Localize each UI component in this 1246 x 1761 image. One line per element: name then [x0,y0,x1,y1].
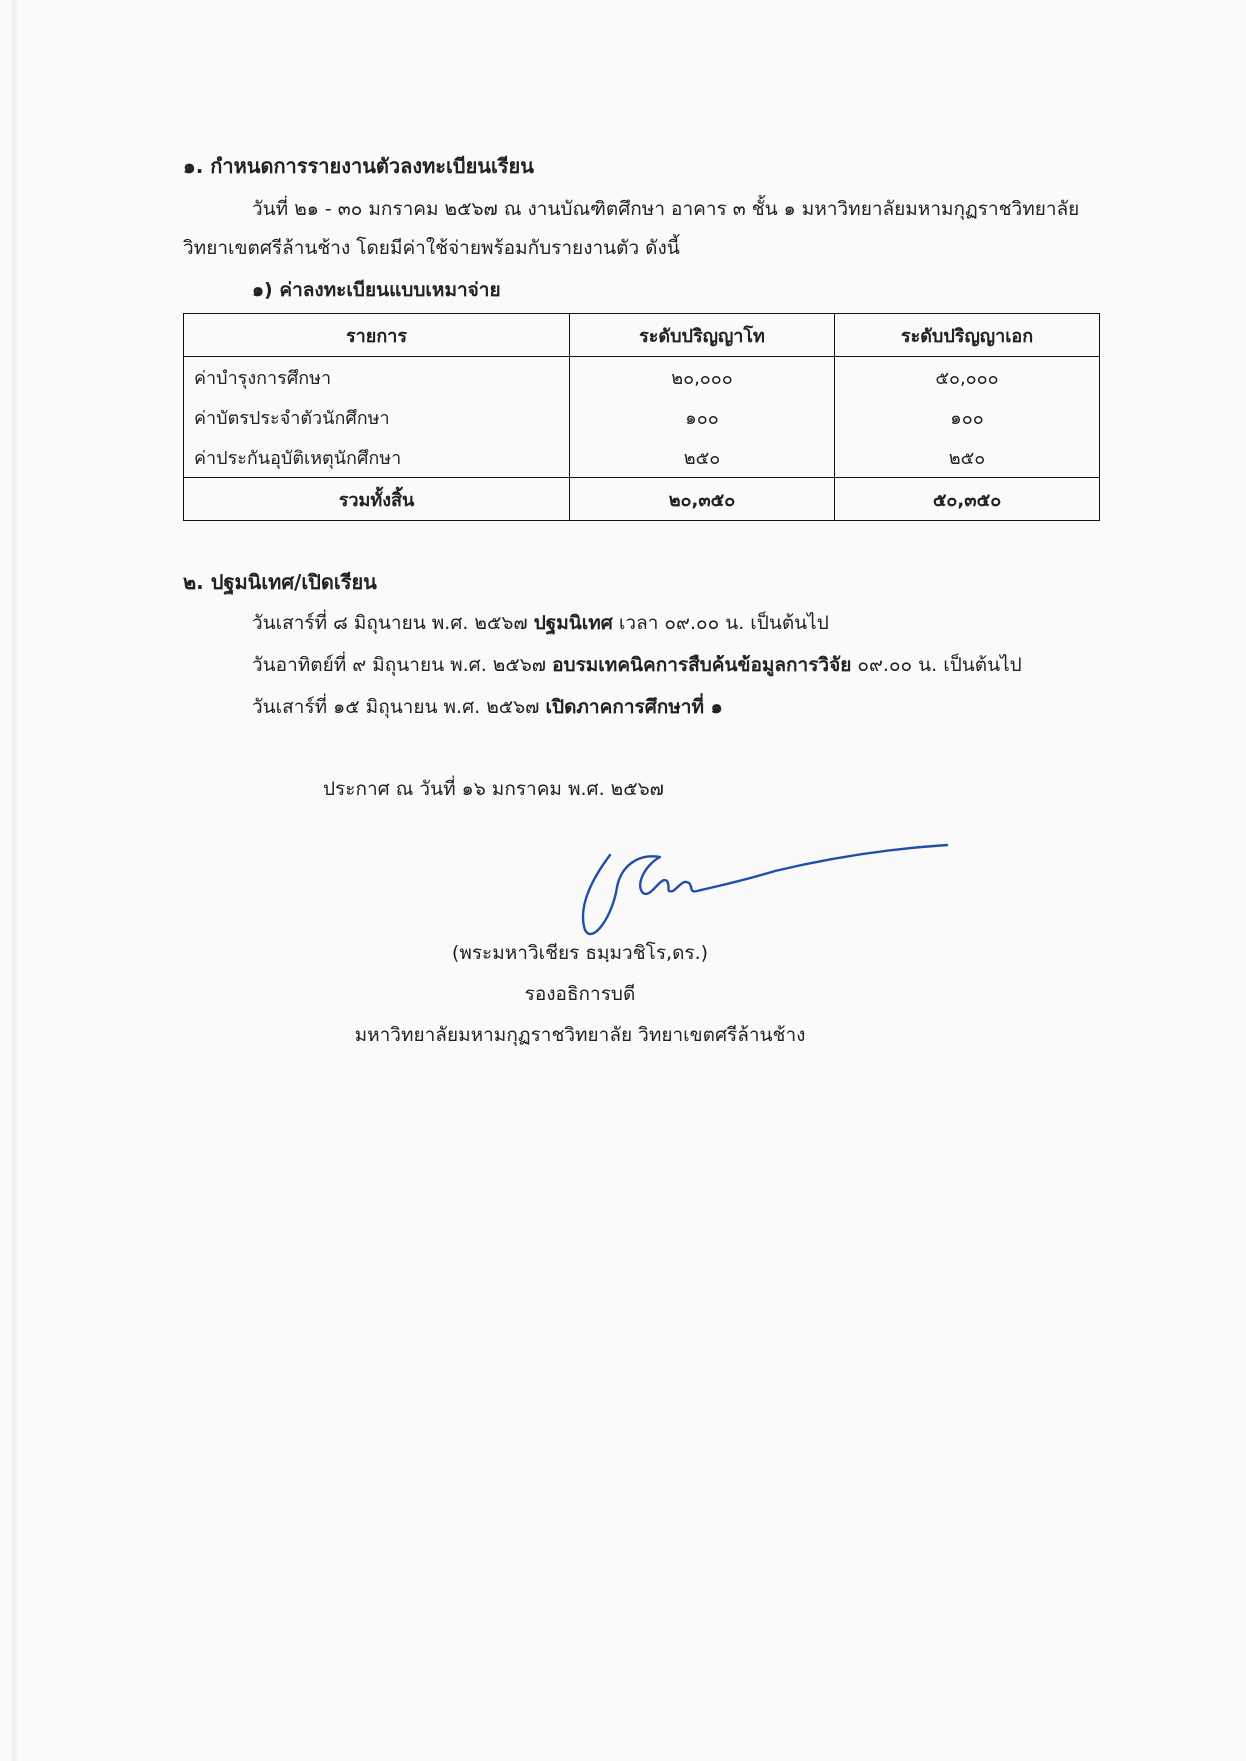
total-master-amount: ๒๐,๓๕๐ [570,478,835,521]
table-row [184,357,1100,398]
schedule-line [252,651,1022,679]
fee-master-amount: ๒๕๐ [570,437,835,478]
schedule-event: ปฐมนิเทศ [533,612,613,634]
signer-title: รองอธิการบดี [524,983,636,1005]
fee-master-amount: ๑๐๐ [570,397,835,437]
column-header-item: รายการ [184,314,570,357]
schedule-date: วันเสาร์ที่ ๑๕ มิถุนายน พ.ศ. ๒๕๖๗ [252,696,546,718]
schedule-time: เวลา ๐๙.๐๐ น. เป็นต้นไป [612,612,829,634]
section1-heading: ๑. กำหนดการรายงานตัวลงทะเบียนเรียน [183,154,534,178]
section1-line2: วิทยาเขตศรีล้านช้าง โดยมีค่าใช้จ่ายพร้อมกับรายงานตัว ดังนี้ [183,237,680,259]
fee-item-name: ค่าบำรุงการศึกษา [184,357,570,398]
fee-phd-amount: ๑๐๐ [835,397,1100,437]
signature-graphic [565,835,955,955]
schedule-date: วันอาทิตย์ที่ ๙ มิถุนายน พ.ศ. ๒๕๖๗ [252,654,553,676]
column-header-phd: ระดับปริญญาเอก [835,314,1100,357]
section1-line1: วันที่ ๒๑ - ๓๐ มกราคม ๒๕๖๗ ณ งานบัณฑิตศึกษา อาคาร ๓ ชั้น ๑ มหาวิทยาลัยมหามกุฏราชวิทยาลัย [252,198,1080,220]
fee-item-name: ค่าประกันอุบัติเหตุนักศึกษา [184,437,570,478]
schedule-date: วันเสาร์ที่ ๘ มิถุนายน พ.ศ. ๒๕๖๗ [252,612,534,634]
organization-name: มหาวิทยาลัยมหามกุฏราชวิทยาลัย วิทยาเขตศรีล้านช้าง [354,1024,806,1046]
announcement-date: ประกาศ ณ วันที่ ๑๖ มกราคม พ.ศ. ๒๕๖๗ [323,778,664,800]
table-header-row [184,314,1100,357]
table-total-row [184,478,1100,521]
fee-master-amount: ๒๐,๐๐๐ [570,357,835,398]
schedule-event: เปิดภาคการศึกษาที่ ๑ [545,696,723,718]
schedule-time: ๐๙.๐๐ น. เป็นต้นไป [851,654,1022,676]
total-label: รวมทั้งสิ้น [184,478,570,521]
table-row [184,437,1100,478]
table-row [184,397,1100,437]
column-header-master: ระดับปริญญาโท [570,314,835,357]
signer-name: (พระมหาวิเชียร ธมฺมวชิโร,ดร.) [451,942,709,964]
fee-item-name: ค่าบัตรประจำตัวนักศึกษา [184,397,570,437]
fee-phd-amount: ๒๕๐ [835,437,1100,478]
total-phd-amount: ๕๐,๓๕๐ [835,478,1100,521]
section2-heading: ๒. ปฐมนิเทศ/เปิดเรียน [183,570,377,594]
fee-table-subheading: ๑) ค่าลงทะเบียนแบบเหมาจ่าย [252,279,501,301]
schedule-event: อบรมเทคนิคการสืบค้นข้อมูลการวิจัย [552,654,852,676]
schedule-line [252,609,829,637]
fee-phd-amount: ๕๐,๐๐๐ [835,357,1100,398]
schedule-line [252,693,723,721]
registration-fee-table [183,313,1100,521]
